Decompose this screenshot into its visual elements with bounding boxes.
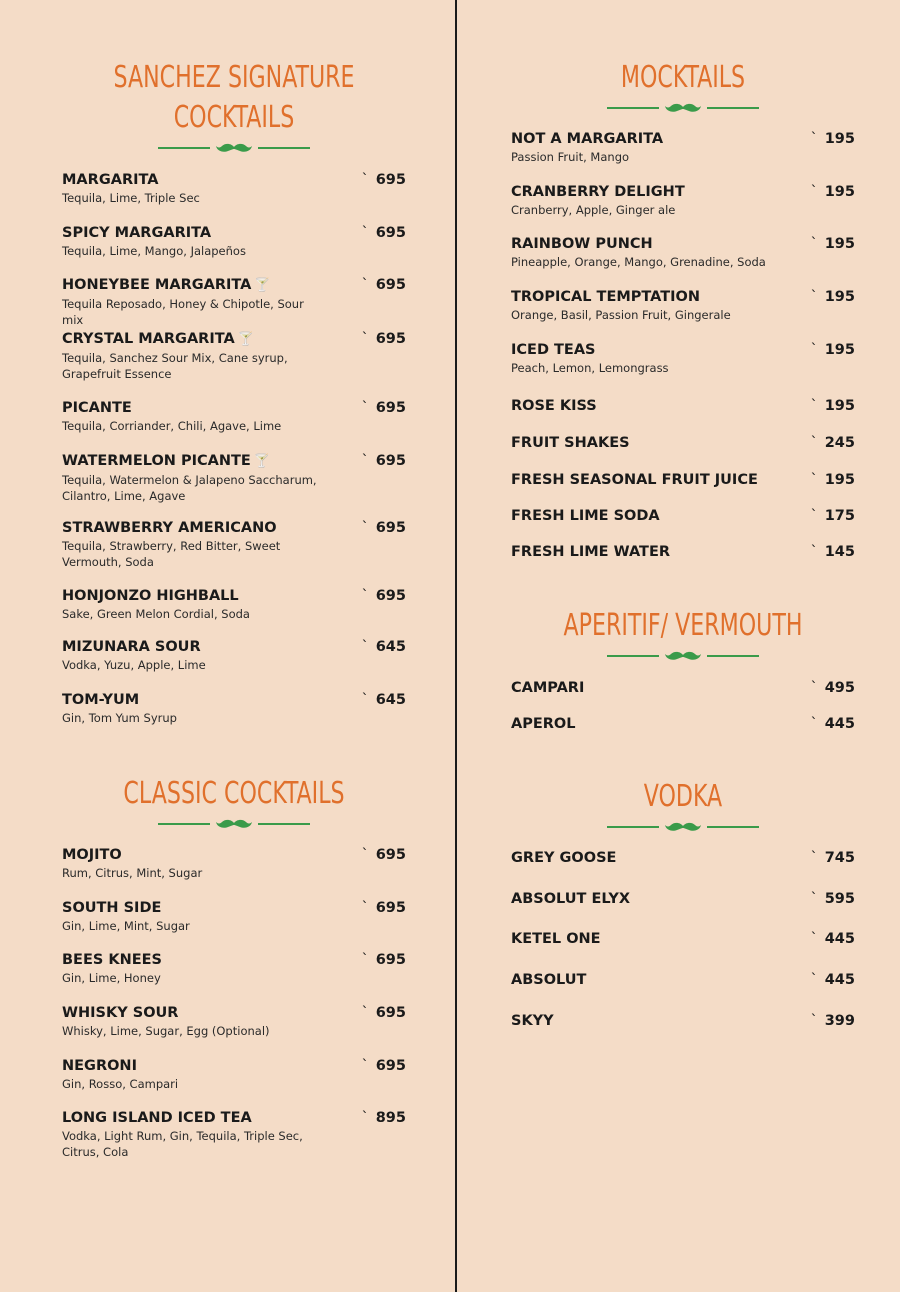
- currency-symbol: `: [810, 931, 818, 947]
- section-title-line2: COCKTAILS: [173, 100, 295, 135]
- menu-item: [62, 519, 406, 570]
- item-name: [511, 543, 855, 561]
- item-name: [62, 171, 406, 189]
- price-value: 195: [824, 131, 855, 147]
- item-price: [810, 235, 855, 253]
- item-name: [62, 1057, 406, 1075]
- currency-symbol: `: [361, 588, 369, 604]
- menu-item: [62, 330, 406, 382]
- item-name: [62, 399, 406, 417]
- item-name-text: BEES KNEES: [62, 952, 162, 968]
- currency-symbol: `: [810, 850, 818, 866]
- menu-item: [511, 288, 855, 324]
- item-name: [511, 1012, 855, 1030]
- currency-symbol: `: [810, 544, 818, 560]
- item-name-text: RAINBOW PUNCH: [511, 236, 653, 252]
- menu-item: [62, 452, 406, 504]
- item-price: [810, 183, 855, 201]
- menu-item: [511, 471, 855, 489]
- item-name: [511, 849, 855, 867]
- item-description: Tequila, Sanchez Sour Mix, Cane syrup, Grapefruit Essence: [62, 351, 288, 381]
- item-description: Peach, Lemon, Lemongrass: [511, 361, 669, 375]
- item-price: [810, 130, 855, 148]
- item-description: Vodka, Yuzu, Apple, Lime: [62, 658, 206, 672]
- cocktail-glass-icon: 🍸: [237, 332, 254, 347]
- section-title: MOCKTAILS: [620, 60, 746, 95]
- cocktail-glass-icon: 🍸: [254, 278, 271, 293]
- mustache-icon: [665, 821, 701, 833]
- item-name-text: SKYY: [511, 1013, 554, 1029]
- item-price: [810, 341, 855, 359]
- item-name: [511, 183, 855, 201]
- menu-item: [62, 1109, 406, 1160]
- price-value: 895: [375, 1110, 406, 1126]
- price-value: 695: [375, 225, 406, 241]
- item-name-text: MIZUNARA SOUR: [62, 639, 201, 655]
- item-name-text: FRESH LIME WATER: [511, 544, 671, 560]
- item-description: Tequila, Watermelon & Jalapeno Saccharum, Cilantro, Lime, Agave: [62, 473, 317, 503]
- price-value: 145: [824, 544, 855, 560]
- price-value: 695: [375, 952, 406, 968]
- menu-item: [511, 130, 855, 166]
- mustache-ornament: [511, 102, 855, 114]
- item-name: [62, 276, 406, 295]
- column-divider: [455, 0, 457, 1292]
- item-name-text: FRESH SEASONAL FRUIT JUICE: [511, 472, 758, 488]
- item-name-text: WATERMELON PICANTE: [62, 453, 251, 469]
- item-price: [361, 276, 406, 294]
- item-name-text: CRANBERRY DELIGHT: [511, 184, 685, 200]
- item-description: Sake, Green Melon Cordial, Soda: [62, 607, 250, 621]
- item-price: [361, 519, 406, 537]
- menu-item: [511, 930, 855, 948]
- currency-symbol: `: [361, 225, 369, 241]
- section-title: SANCHEZ SIGNATURE: [113, 60, 355, 95]
- item-description: Tequila, Strawberry, Red Bitter, Sweet Vermouth, Soda: [62, 539, 281, 569]
- item-name-text: ROSE KISS: [511, 398, 597, 414]
- item-name-text: ABSOLUT: [511, 972, 587, 988]
- mustache-icon: [665, 650, 701, 662]
- price-value: 745: [824, 850, 855, 866]
- item-name-text: HONEYBEE MARGARITA: [62, 277, 252, 293]
- price-value: 195: [824, 184, 855, 200]
- menu-item: [511, 849, 855, 867]
- currency-symbol: `: [810, 184, 818, 200]
- item-name: [62, 638, 406, 656]
- section-title: CLASSIC COCKTAILS: [123, 776, 345, 811]
- section-signature-cocktails: [62, 58, 406, 154]
- price-value: 695: [375, 331, 406, 347]
- item-name-text: ABSOLUT ELYX: [511, 891, 631, 907]
- item-name: [62, 452, 406, 471]
- item-name: [511, 471, 855, 489]
- price-value: 445: [824, 716, 855, 732]
- item-name-text: HONJONZO HIGHBALL: [62, 588, 239, 604]
- item-name-text: KETEL ONE: [511, 931, 601, 947]
- price-value: 195: [824, 398, 855, 414]
- price-value: 495: [824, 680, 855, 696]
- currency-symbol: `: [810, 342, 818, 358]
- item-description: Vodka, Light Rum, Gin, Tequila, Triple Sec, Citrus, Cola: [62, 1129, 303, 1159]
- cocktail-glass-icon: 🍸: [253, 454, 270, 469]
- currency-symbol: `: [361, 400, 369, 416]
- menu-item: [62, 951, 406, 987]
- item-price: [361, 638, 406, 656]
- menu-item: [62, 638, 406, 674]
- section-title: VODKA: [643, 779, 723, 814]
- menu-item: [511, 971, 855, 989]
- menu-item: [511, 235, 855, 271]
- menu-item: [62, 587, 406, 623]
- price-value: 645: [375, 692, 406, 708]
- item-name-text: CAMPARI: [511, 680, 585, 696]
- currency-symbol: `: [810, 1013, 818, 1029]
- currency-symbol: `: [361, 692, 369, 708]
- section-mocktails: [511, 58, 855, 114]
- item-name-text: APEROL: [511, 716, 576, 732]
- menu-item: [62, 171, 406, 207]
- item-name: [62, 224, 406, 242]
- item-price: [810, 1012, 855, 1030]
- item-price: [810, 890, 855, 908]
- item-name-text: FRESH LIME SODA: [511, 508, 660, 524]
- price-value: 695: [375, 1058, 406, 1074]
- item-name-text: STRAWBERRY AMERICANO: [62, 520, 277, 536]
- item-description: Whisky, Lime, Sugar, Egg (Optional): [62, 1024, 270, 1038]
- item-price: [361, 330, 406, 348]
- menu-item: [511, 1012, 855, 1030]
- item-name: [62, 899, 406, 917]
- item-price: [810, 715, 855, 733]
- price-value: 695: [375, 847, 406, 863]
- price-value: 195: [824, 472, 855, 488]
- item-name: [511, 930, 855, 948]
- currency-symbol: `: [361, 520, 369, 536]
- price-value: 195: [824, 236, 855, 252]
- item-name-text: LONG ISLAND ICED TEA: [62, 1110, 252, 1126]
- currency-symbol: `: [361, 331, 369, 347]
- item-name: [511, 288, 855, 306]
- item-price: [361, 899, 406, 917]
- currency-symbol: `: [810, 472, 818, 488]
- currency-symbol: `: [361, 952, 369, 968]
- item-name: [511, 341, 855, 359]
- currency-symbol: `: [810, 236, 818, 252]
- currency-symbol: `: [361, 453, 369, 469]
- item-price: [810, 471, 855, 489]
- price-value: 445: [824, 972, 855, 988]
- item-price: [361, 171, 406, 189]
- menu-item: [62, 1057, 406, 1093]
- item-name: [511, 890, 855, 908]
- currency-symbol: `: [810, 508, 818, 524]
- item-description: Tequila, Lime, Triple Sec: [62, 191, 200, 205]
- item-price: [810, 288, 855, 306]
- currency-symbol: `: [361, 1110, 369, 1126]
- menu-item: [511, 397, 855, 415]
- currency-symbol: `: [361, 172, 369, 188]
- price-value: 595: [824, 891, 855, 907]
- item-name: [62, 846, 406, 864]
- currency-symbol: `: [810, 716, 818, 732]
- menu-item: [62, 1004, 406, 1040]
- item-price: [361, 846, 406, 864]
- price-value: 445: [824, 931, 855, 947]
- item-price: [810, 971, 855, 989]
- mustache-ornament: [62, 142, 406, 154]
- menu-item: [62, 691, 406, 727]
- mustache-ornament: [511, 821, 855, 833]
- menu-item: [62, 846, 406, 882]
- item-description: Tequila Reposado, Honey & Chipotle, Sour mix: [62, 297, 304, 327]
- menu-item: [511, 715, 855, 733]
- mustache-icon: [216, 818, 252, 830]
- currency-symbol: `: [361, 1058, 369, 1074]
- item-price: [810, 679, 855, 697]
- currency-symbol: `: [810, 398, 818, 414]
- item-name: [511, 130, 855, 148]
- item-name: [62, 587, 406, 605]
- item-name: [62, 1004, 406, 1022]
- item-name-text: NEGRONI: [62, 1058, 137, 1074]
- mustache-icon: [216, 142, 252, 154]
- currency-symbol: `: [810, 131, 818, 147]
- item-price: [810, 849, 855, 867]
- item-description: Pineapple, Orange, Mango, Grenadine, Soda: [511, 255, 766, 269]
- mustache-ornament: [511, 650, 855, 662]
- price-value: 399: [824, 1013, 855, 1029]
- menu-item: [62, 276, 406, 328]
- menu-item: [511, 679, 855, 697]
- item-name: [511, 679, 855, 697]
- item-description: Orange, Basil, Passion Fruit, Gingerale: [511, 308, 731, 322]
- item-name: [511, 397, 855, 415]
- item-name-text: TROPICAL TEMPTATION: [511, 289, 701, 305]
- item-price: [810, 930, 855, 948]
- price-value: 695: [375, 588, 406, 604]
- item-name-text: MOJITO: [62, 847, 122, 863]
- item-description: Tequila, Lime, Mango, Jalapeños: [62, 244, 246, 258]
- currency-symbol: `: [361, 1005, 369, 1021]
- item-name-text: GREY GOOSE: [511, 850, 617, 866]
- menu-item: [511, 507, 855, 525]
- item-name-text: MARGARITA: [62, 172, 159, 188]
- mustache-icon: [665, 102, 701, 114]
- currency-symbol: `: [361, 639, 369, 655]
- section-vodka: [511, 777, 855, 833]
- price-value: 195: [824, 342, 855, 358]
- price-value: 695: [375, 277, 406, 293]
- price-value: 245: [824, 435, 855, 451]
- menu-item: [511, 183, 855, 219]
- item-price: [810, 434, 855, 452]
- price-value: 695: [375, 520, 406, 536]
- menu-item: [511, 341, 855, 377]
- price-value: 695: [375, 453, 406, 469]
- menu-item: [511, 890, 855, 908]
- item-description: Gin, Lime, Mint, Sugar: [62, 919, 190, 933]
- price-value: 695: [375, 900, 406, 916]
- item-name: [511, 971, 855, 989]
- item-name: [62, 519, 406, 537]
- item-description: Gin, Tom Yum Syrup: [62, 711, 177, 725]
- item-name-text: SOUTH SIDE: [62, 900, 162, 916]
- price-value: 175: [824, 508, 855, 524]
- item-price: [361, 399, 406, 417]
- item-name-text: ICED TEAS: [511, 342, 596, 358]
- price-value: 195: [824, 289, 855, 305]
- menu-item: [511, 543, 855, 561]
- currency-symbol: `: [810, 289, 818, 305]
- item-price: [361, 587, 406, 605]
- item-price: [361, 1109, 406, 1127]
- item-description: Gin, Rosso, Campari: [62, 1077, 179, 1091]
- item-description: Gin, Lime, Honey: [62, 971, 161, 985]
- price-value: 645: [375, 639, 406, 655]
- currency-symbol: `: [361, 900, 369, 916]
- menu-item: [511, 434, 855, 452]
- item-price: [361, 951, 406, 969]
- item-price: [810, 397, 855, 415]
- item-name: [62, 330, 406, 349]
- price-value: 695: [375, 1005, 406, 1021]
- item-name-text: NOT A MARGARITA: [511, 131, 664, 147]
- item-price: [810, 507, 855, 525]
- price-value: 695: [375, 172, 406, 188]
- item-price: [361, 1004, 406, 1022]
- section-classic-cocktails: [62, 774, 406, 830]
- currency-symbol: `: [810, 680, 818, 696]
- menu-item: [62, 224, 406, 260]
- item-name: [62, 1109, 406, 1127]
- item-name: [62, 951, 406, 969]
- currency-symbol: `: [361, 847, 369, 863]
- item-price: [361, 452, 406, 470]
- item-price: [361, 224, 406, 242]
- item-name-text: PICANTE: [62, 400, 132, 416]
- currency-symbol: `: [810, 891, 818, 907]
- section-aperitif-vermouth: [511, 606, 855, 662]
- item-name-text: CRYSTAL MARGARITA: [62, 331, 235, 347]
- menu-item: [62, 899, 406, 935]
- currency-symbol: `: [810, 435, 818, 451]
- item-description: Tequila, Corriander, Chili, Agave, Lime: [62, 419, 282, 433]
- item-description: Passion Fruit, Mango: [511, 150, 630, 164]
- item-name-text: TOM-YUM: [62, 692, 140, 708]
- item-name-text: FRUIT SHAKES: [511, 435, 630, 451]
- item-price: [361, 1057, 406, 1075]
- item-price: [361, 691, 406, 709]
- mustache-ornament: [62, 818, 406, 830]
- price-value: 695: [375, 400, 406, 416]
- item-name-text: SPICY MARGARITA: [62, 225, 212, 241]
- section-title: APERITIF/ VERMOUTH: [563, 608, 803, 643]
- item-name: [511, 507, 855, 525]
- item-name: [511, 235, 855, 253]
- item-price: [810, 543, 855, 561]
- item-description: Cranberry, Apple, Ginger ale: [511, 203, 676, 217]
- item-name-text: WHISKY SOUR: [62, 1005, 179, 1021]
- menu-item: [62, 399, 406, 435]
- currency-symbol: `: [361, 277, 369, 293]
- item-name: [511, 434, 855, 452]
- item-name: [511, 715, 855, 733]
- currency-symbol: `: [810, 972, 818, 988]
- item-name: [62, 691, 406, 709]
- item-description: Rum, Citrus, Mint, Sugar: [62, 866, 203, 880]
